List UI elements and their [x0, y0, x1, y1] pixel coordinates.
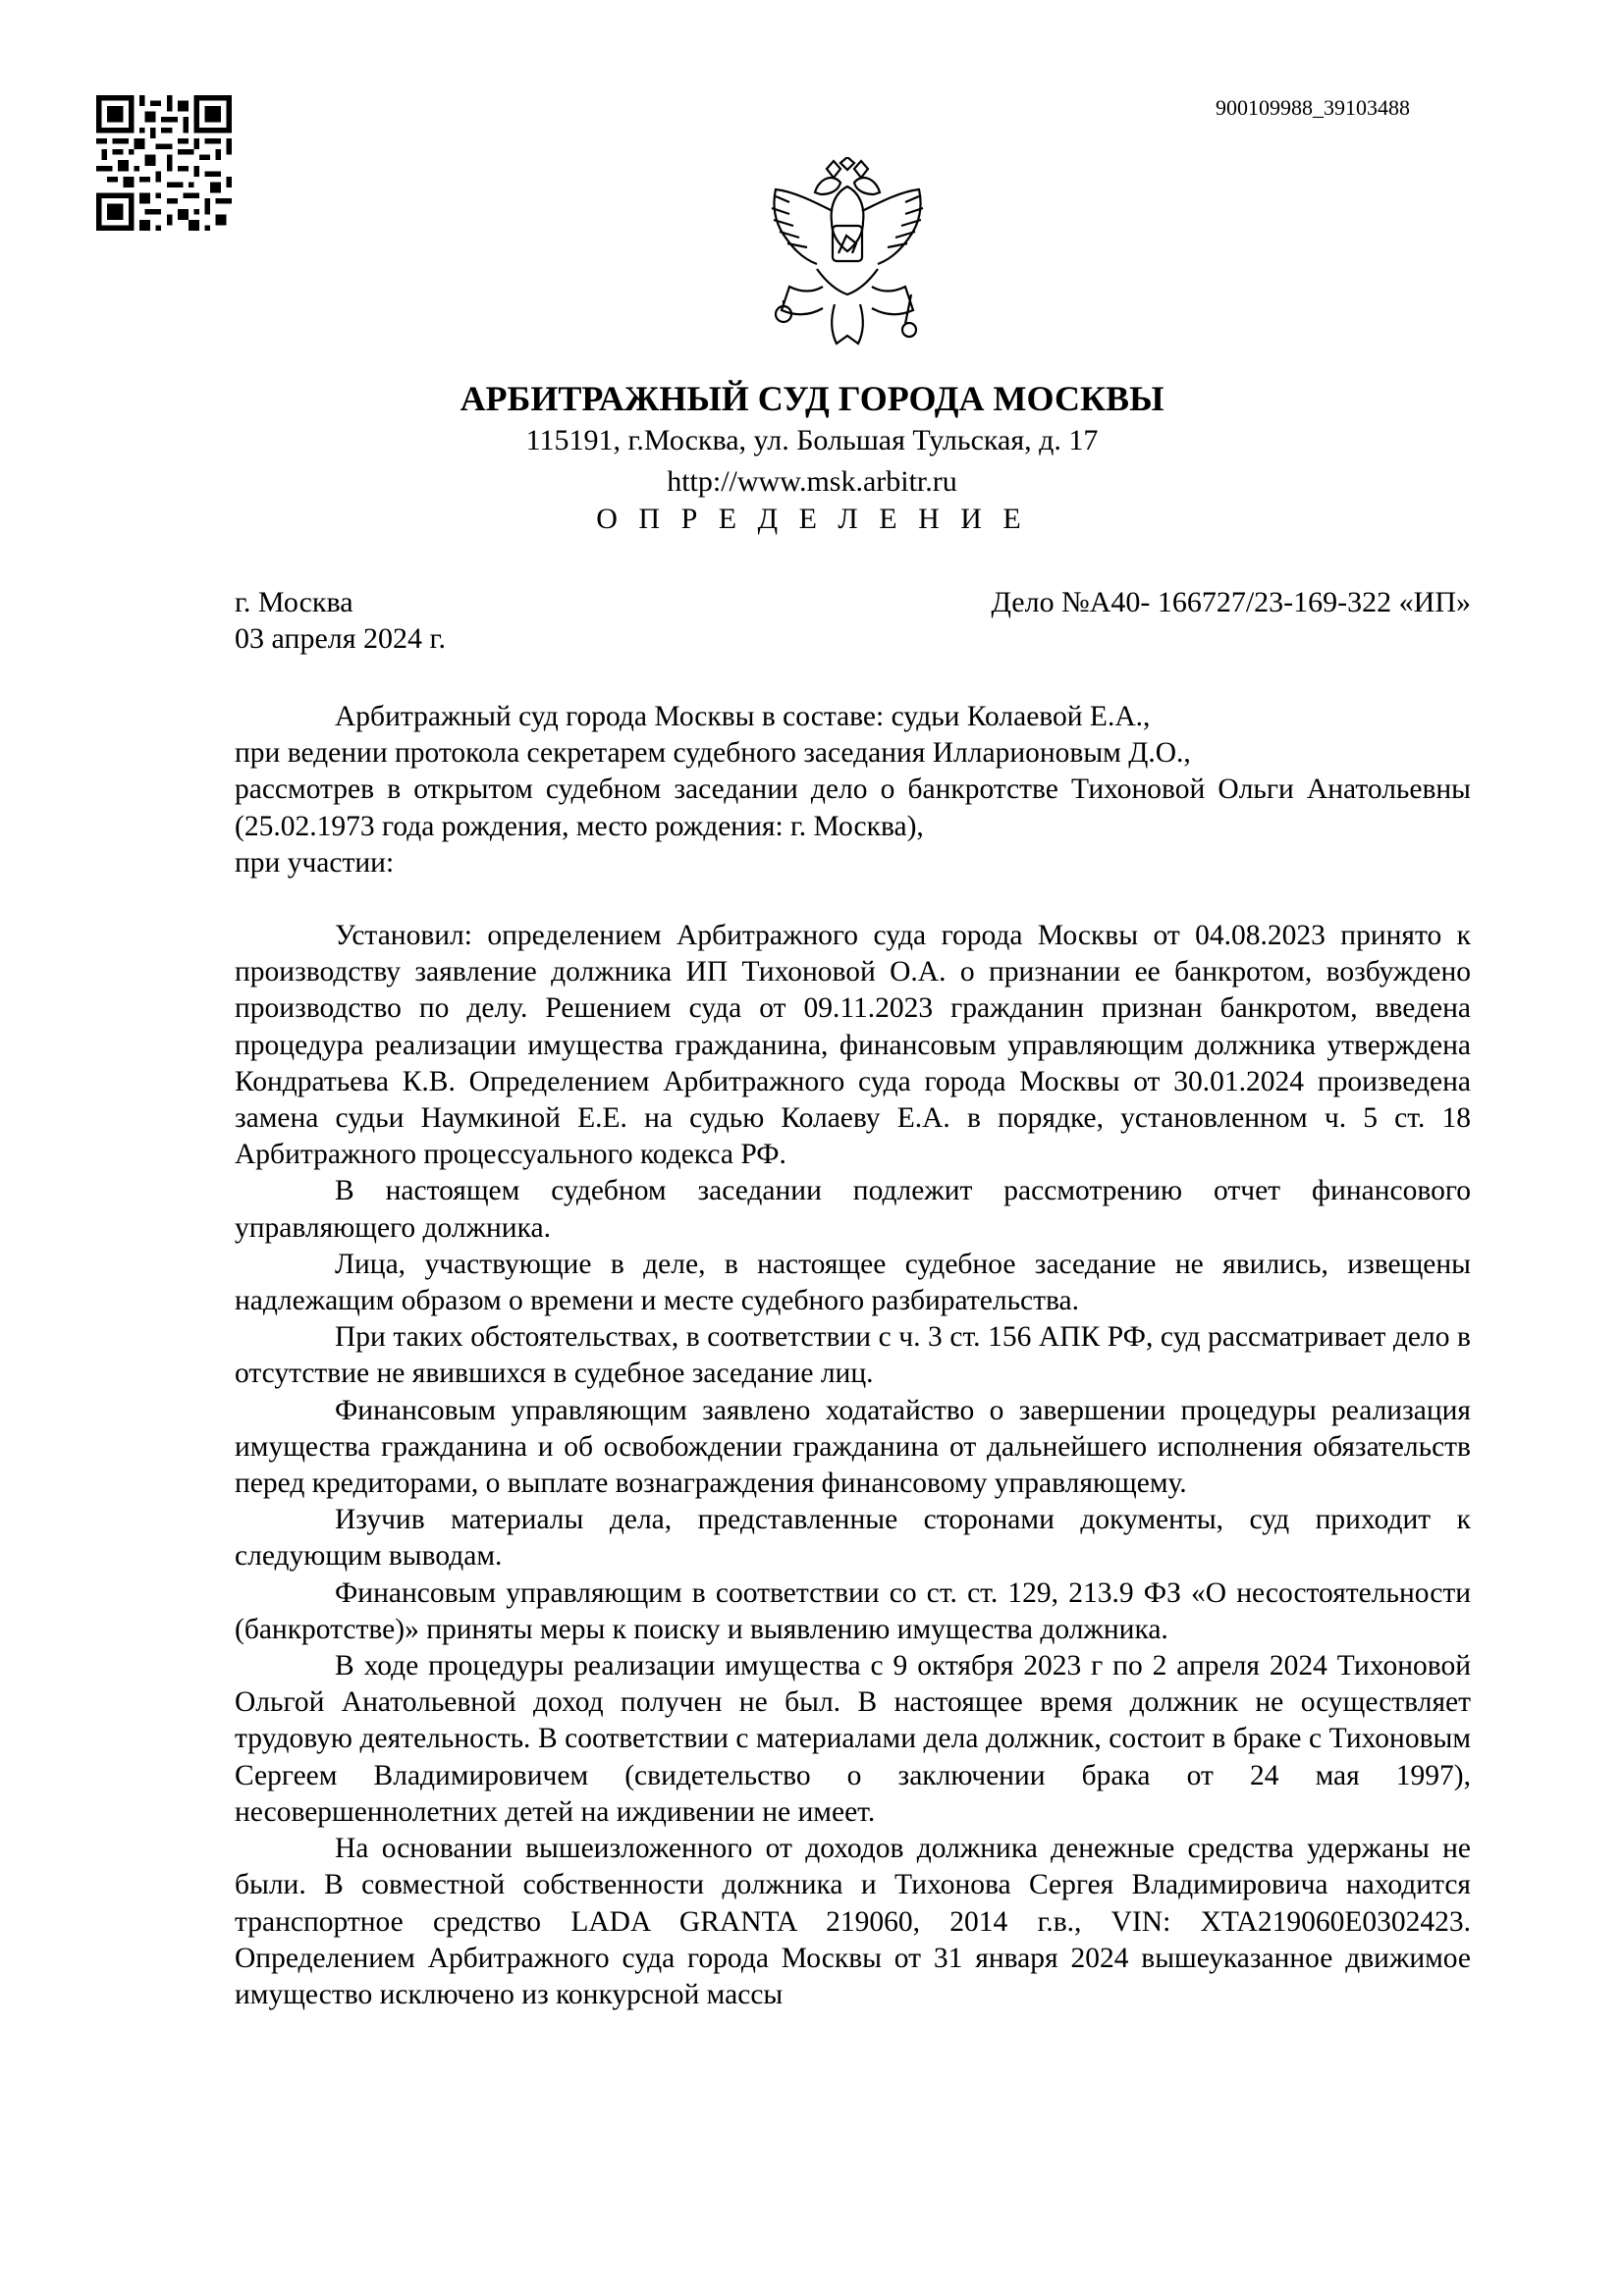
paragraph: На основании вышеизложенного от доходов должника денежные средства удержаны не были. В совместной собственности должника и Тихонова Сергея Владимировича находится транспортное средство LADA GRANTA 219060, 2014 г.в., VIN: XTA219060E0302423. Определением Арбитражного суда города Москвы от 31 января 2024 вышеуказанное движимое имущество исключено из конкурсной массы [235, 1833, 1471, 2010]
court-address: 115191, г.Москва, ул. Большая Тульская, д. 17 [525, 424, 1099, 456]
paragraph: Лица, участвующие в деле, в настоящее судебное заседание не явились, извещены надлежащим образом о времени и месте судебного разбирательства. [235, 1248, 1471, 1317]
intro-line: рассмотрев в открытом судебном заседании дело о банкротстве Тихоновой Ольги Анатольевны (25.02.1973 года рождения, место рождения: г. Москва), [235, 774, 1471, 842]
case-number: Дело №А40- 166727/23-169-322 «ИП» [991, 586, 1471, 618]
court-name: АРБИТРАЖНЫЙ СУД ГОРОДА МОСКВЫ [460, 379, 1164, 418]
paragraph: В ходе процедуры реализации имущества с 9 октября 2023 г по 2 апреля 2024 Тихоновой Ольгой Анатольевной доход получен не был. В настоящее время должник не осуществляет трудовую деятельность. В соответствии с материалами дела должник, состоит в браке с Тихоновым Сергеем Владимировичем (свидетельство о заключении брака от 24 мая 1997), несовершеннолетних детей на иждивении не имеет. [235, 1650, 1471, 1828]
intro-line: Арбитражный суд города Москвы в составе: судьи Колаевой Е.А., [335, 701, 1151, 732]
intro-line: при ведении протокола секретарем судебного заседания Илларионовым Д.О., [235, 737, 1191, 770]
document-date: 03 апреля 2024 г. [235, 622, 446, 655]
document-body [235, 699, 1471, 2013]
paragraph: Финансовым управляющим заявлено ходатайство о завершении процедуры реализация имущества гражданина и об освобождении гражданина от дальнейшего исполнения обязательств перед кредиторами, о выплате вознаграждения финансовому управляющему. [235, 1394, 1471, 1500]
paragraph: В настоящем судебном заседании подлежит рассмотрению отчет финансового управляющего должника. [235, 1175, 1471, 1244]
court-website: http://www.msk.arbitr.ru [667, 465, 957, 498]
paragraph: При таких обстоятельствах, в соответствии с ч. 3 ст. 156 АПК РФ, суд рассматривает дело в отсутствие не явившихся в судебное заседание лиц. [235, 1321, 1471, 1390]
city: г. Москва [235, 586, 353, 618]
paragraph: Установил: определением Арбитражного суда города Москвы от 04.08.2023 принято к производству заявление должника ИП Тихоновой О.А. о признании ее банкротом, возбуждено производство по делу. Решением суда от 09.11.2023 гражданин признан банкротом, введена процедура реализации имущества гражданина, финансовым управляющим должника утверждена Кондратьева К.В. Определением Арбитражного суда города Москвы от 30.01.2024 произведена замена судьи Наумкиной Е.Е. на судью Колаеву Е.А. в порядке, установленном ч. 5 ст. 18 Арбитражного процессуального кодекса РФ. [235, 920, 1471, 1171]
document-type: О П Р Е Д Е Л Е Н И Е [596, 503, 1028, 535]
paragraph: Финансовым управляющим в соответствии со ст. ст. 129, 213.9 ФЗ «О несостоятельности (банкротстве)» приняты меры к поиску и выявлению имущества должника. [235, 1576, 1471, 1645]
qr-code [96, 95, 232, 231]
document-id: 900109988_39103488 [1216, 95, 1410, 120]
paragraph: Изучив материалы дела, представленные сторонами документы, суд приходит к следующим выводам. [235, 1504, 1471, 1573]
intro-line: при участии: [235, 846, 395, 879]
coat-of-arms-icon [754, 157, 941, 353]
